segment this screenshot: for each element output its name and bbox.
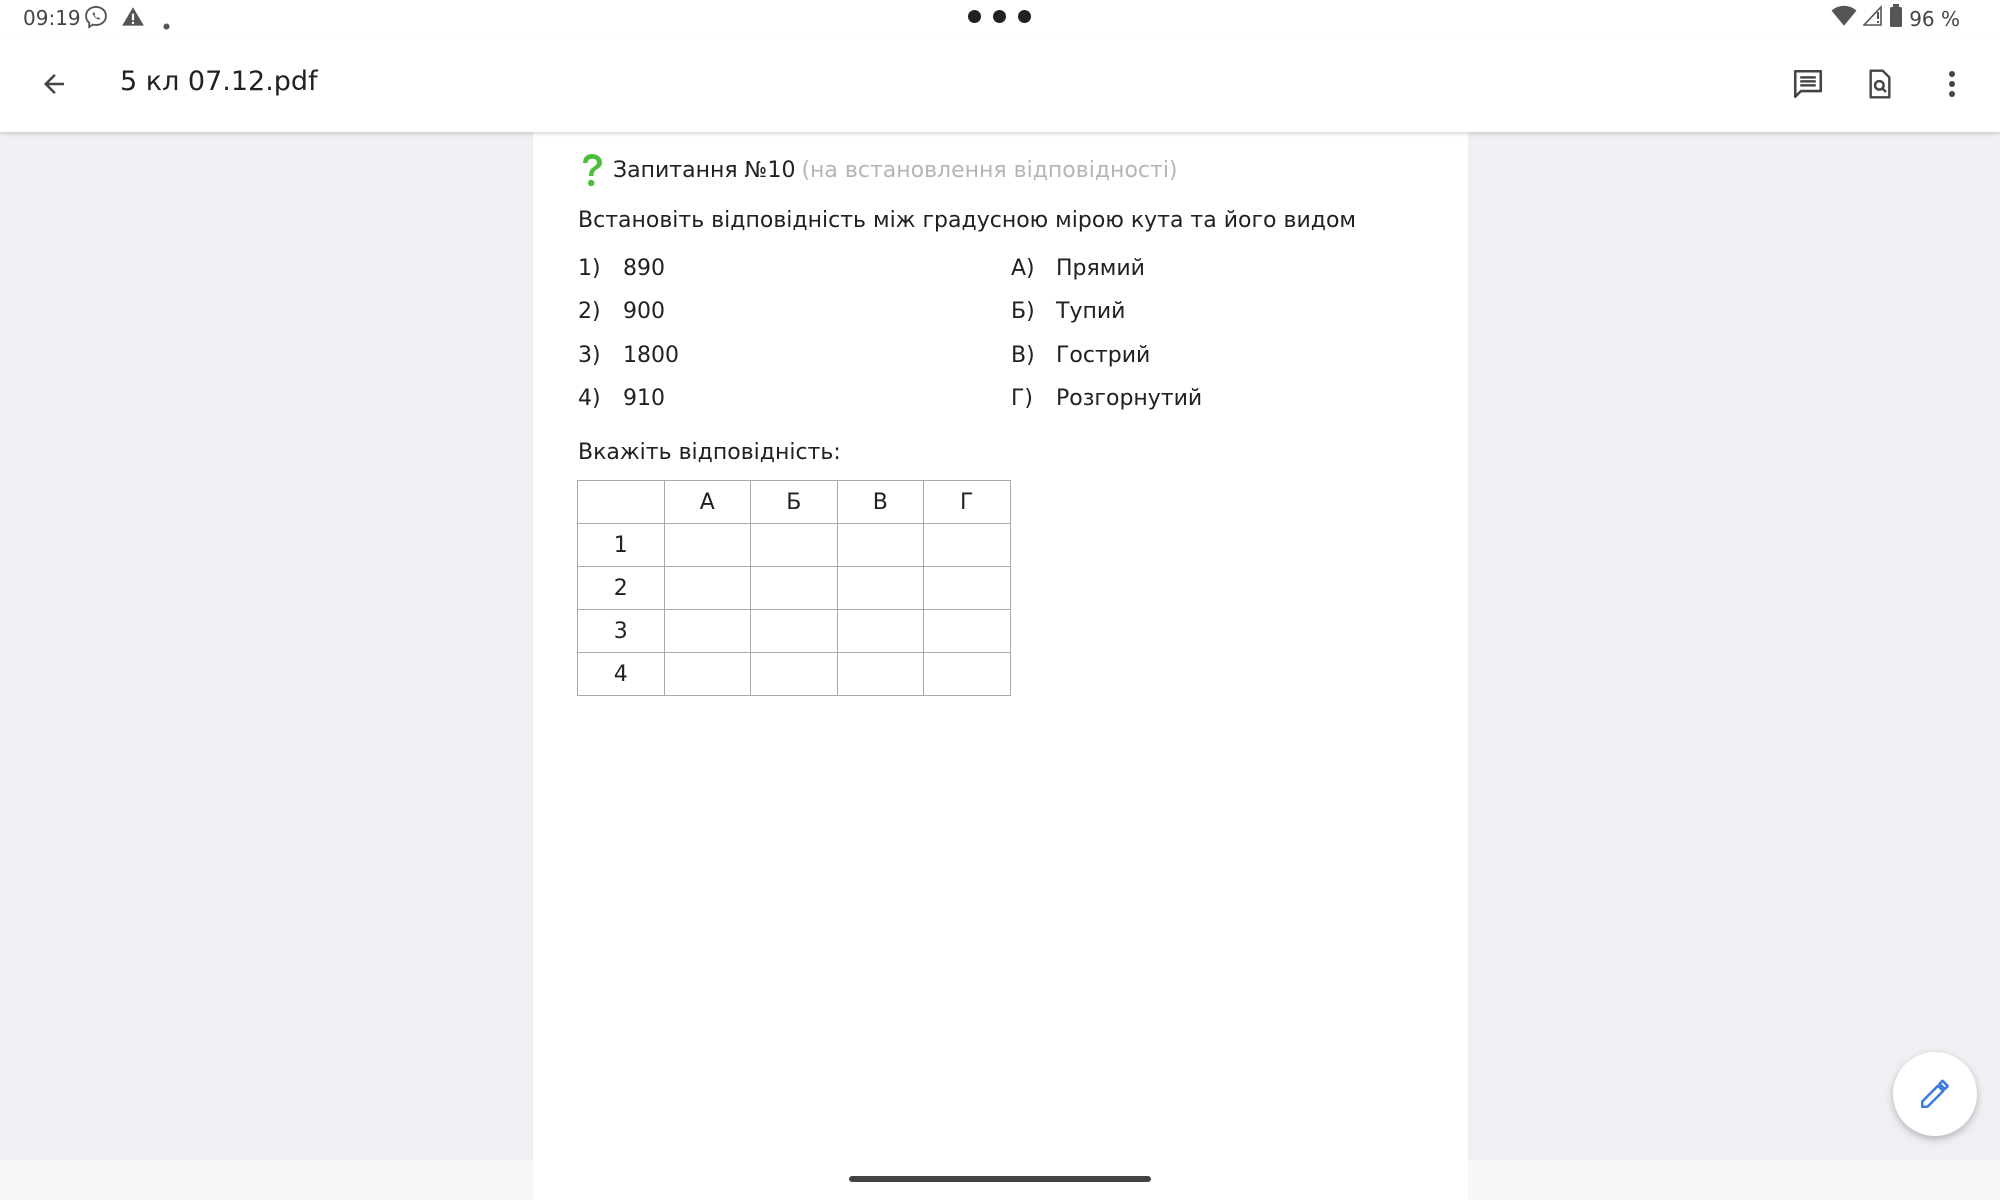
edit-fab-button[interactable] bbox=[1893, 1052, 1977, 1136]
home-indicator[interactable] bbox=[849, 1176, 1151, 1182]
table-cell bbox=[751, 610, 838, 653]
question-text: Встановіть відповідність між градусною мірою кута та його видом bbox=[578, 208, 1357, 233]
table-cell bbox=[924, 524, 1011, 567]
more-options-button[interactable] bbox=[1930, 62, 1974, 106]
list-item bbox=[578, 386, 665, 411]
item-value: Тупий bbox=[1056, 299, 1126, 324]
table-cell bbox=[664, 567, 751, 610]
table-cell bbox=[751, 567, 838, 610]
status-bar bbox=[0, 0, 2000, 36]
table-cell bbox=[924, 567, 1011, 610]
status-right bbox=[1831, 4, 1960, 33]
list-item bbox=[578, 256, 665, 281]
document-title: 5 кл 07.12.pdf bbox=[120, 66, 318, 97]
navigation-bar bbox=[0, 1160, 2000, 1200]
find-in-page-icon bbox=[1864, 67, 1896, 101]
item-value: 890 bbox=[623, 256, 665, 281]
table-cell bbox=[837, 524, 924, 567]
list-item bbox=[1011, 299, 1125, 324]
item-value: Прямий bbox=[1056, 256, 1145, 281]
wifi-icon bbox=[1831, 5, 1857, 32]
question-title: Запитання №10 bbox=[613, 157, 796, 183]
table-cell bbox=[924, 653, 1011, 696]
item-value: Гострий bbox=[1056, 343, 1151, 368]
item-letter: А) bbox=[1011, 256, 1035, 281]
item-value: Розгорнутий bbox=[1056, 386, 1203, 411]
back-button[interactable] bbox=[34, 64, 74, 104]
pencil-icon bbox=[1918, 1077, 1952, 1111]
table-cell bbox=[837, 610, 924, 653]
table-row bbox=[578, 653, 1011, 696]
table-cell bbox=[751, 653, 838, 696]
item-letter: В) bbox=[1011, 343, 1035, 368]
list-item bbox=[1011, 386, 1202, 411]
row-header: 3 bbox=[578, 610, 665, 653]
multitask-dots[interactable] bbox=[968, 10, 1031, 23]
answer-label: Вкажіть відповідність: bbox=[578, 440, 841, 465]
comments-button[interactable] bbox=[1786, 62, 1830, 106]
row-header: 4 bbox=[578, 653, 665, 696]
item-number: 4) bbox=[578, 386, 601, 411]
item-letter: Г) bbox=[1011, 386, 1033, 411]
row-header: 1 bbox=[578, 524, 665, 567]
item-number: 2) bbox=[578, 299, 601, 324]
item-letter: Б) bbox=[1011, 299, 1035, 324]
col-header: Г bbox=[924, 481, 1011, 524]
list-item bbox=[1011, 343, 1150, 368]
more-vert-icon bbox=[1946, 69, 1958, 99]
table-cell bbox=[837, 653, 924, 696]
item-value: 1800 bbox=[623, 343, 679, 368]
table-cell bbox=[664, 610, 751, 653]
battery-icon bbox=[1889, 4, 1903, 33]
table-row bbox=[578, 524, 1011, 567]
app-bar bbox=[0, 36, 2000, 132]
list-item bbox=[1011, 256, 1145, 281]
col-header: В bbox=[837, 481, 924, 524]
table-header-row bbox=[578, 481, 1011, 524]
pdf-page bbox=[533, 132, 1468, 1200]
status-time: 09:19 bbox=[23, 6, 81, 30]
comments-icon bbox=[1791, 67, 1825, 101]
table-cell bbox=[924, 610, 1011, 653]
table-cell bbox=[751, 524, 838, 567]
row-header: 2 bbox=[578, 567, 665, 610]
table-corner-cell bbox=[578, 481, 665, 524]
item-number: 3) bbox=[578, 343, 601, 368]
item-value: 900 bbox=[623, 299, 665, 324]
item-number: 1) bbox=[578, 256, 601, 281]
col-header: Б bbox=[751, 481, 838, 524]
list-item bbox=[578, 299, 665, 324]
viber-icon bbox=[82, 4, 110, 36]
list-item bbox=[578, 343, 679, 368]
question-header bbox=[577, 152, 1178, 188]
table-cell bbox=[837, 567, 924, 610]
back-arrow-icon bbox=[39, 69, 69, 99]
item-value: 910 bbox=[623, 386, 665, 411]
table-row bbox=[578, 610, 1011, 653]
dot-icon bbox=[163, 15, 170, 34]
signal-icon bbox=[1863, 5, 1883, 32]
find-in-page-button[interactable] bbox=[1858, 62, 1902, 106]
table-row bbox=[578, 567, 1011, 610]
table-cell bbox=[664, 524, 751, 567]
answer-table bbox=[577, 480, 1011, 696]
col-header: А bbox=[664, 481, 751, 524]
table-cell bbox=[664, 653, 751, 696]
question-mark-icon bbox=[577, 152, 607, 188]
battery-percent: 96 % bbox=[1909, 6, 1960, 31]
question-type: (на встановлення відповідності) bbox=[801, 157, 1178, 183]
warning-icon bbox=[120, 4, 146, 34]
